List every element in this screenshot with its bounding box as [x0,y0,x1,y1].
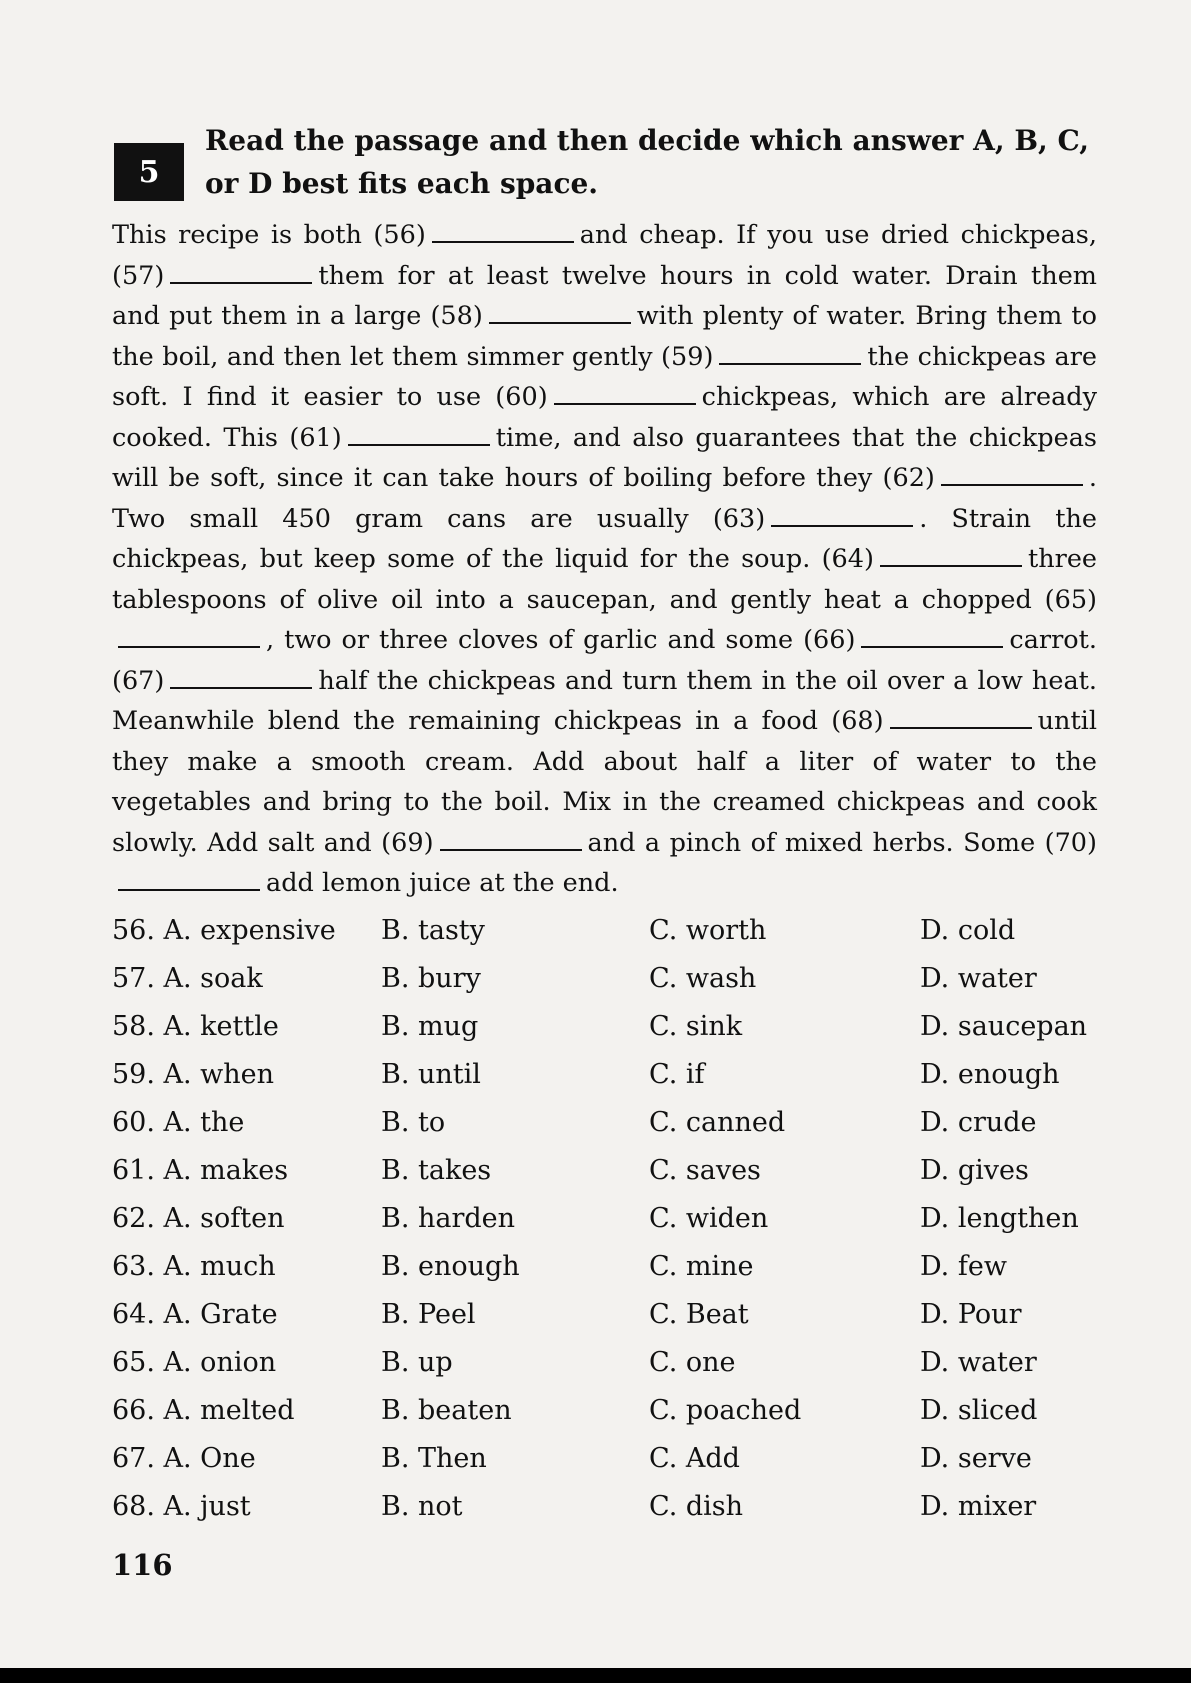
passage-text: and cheap. If you use dried chickpeas, (57) [112,220,1097,291]
passage-text: until they make a smooth cream. Add about half a liter of water to the vegetables and bring to the boil. Mix in the creamed chickpeas and cook slowly. Add salt and (69) [112,706,1097,858]
question-66-options [112,1387,1112,1435]
cloze-passage [112,215,1097,904]
option-a: 56. A. expensive [112,915,336,946]
option-d: D. lengthen [920,1203,1079,1234]
option-d: D. serve [920,1443,1032,1474]
question-60-options [112,1099,1112,1147]
option-b: B. mug [381,1011,479,1042]
option-a: 58. A. kettle [112,1011,279,1042]
option-a: 57. A. soak [112,963,263,994]
option-b: B. not [381,1491,463,1522]
passage-text: the chickpeas are soft. I find it easier to use (60) [112,341,1097,412]
option-a: 67. A. One [112,1443,256,1474]
answer-blank-61 [348,420,490,446]
passage-text: and a pinch of mixed herbs. Some (70) [587,827,1097,858]
option-c: C. widen [649,1203,769,1234]
question-56-options [112,907,1112,955]
option-b: B. bury [381,963,481,994]
option-b: B. takes [381,1155,492,1186]
option-c: C. if [649,1059,705,1090]
option-b: B. to [381,1107,446,1138]
option-d: D. enough [920,1059,1060,1090]
question-68-options [112,1483,1112,1531]
option-c: C. canned [649,1107,786,1138]
passage-text: half the chickpeas and turn them in the oil over a low heat. Meanwhile blend the remaining chickpeas in a food (68) [112,665,1097,736]
exercise-instruction: Read the passage and then decide which answer A, B, C, or D best fits each space. [205,124,1090,200]
option-a: 65. A. onion [112,1347,277,1378]
option-d: D. gives [920,1155,1029,1186]
option-c: C. worth [649,915,767,946]
passage-text: add lemon juice at the end. [266,868,619,898]
option-b: B. harden [381,1203,516,1234]
option-c: C. mine [649,1251,754,1282]
answer-blank-57 [170,258,312,284]
option-c: C. wash [649,963,757,994]
option-d: D. saucepan [920,1011,1088,1042]
option-c: C. sink [649,1011,743,1042]
option-d: D. water [920,963,1037,994]
option-b: B. until [381,1059,481,1090]
option-d: D. cold [920,915,1016,946]
option-c: C. Beat [649,1299,749,1330]
option-a: 66. A. melted [112,1395,295,1426]
answer-blank-70 [118,865,260,891]
answer-blank-63 [771,501,913,527]
option-a: 63. A. much [112,1251,276,1282]
passage-text: time, and also guarantees that the chickpeas will be soft, since it can take hours of boiling before they (62) [112,422,1097,493]
option-d: D. mixer [920,1491,1037,1522]
answer-blank-56 [432,217,574,243]
passage-text: This recipe is both (56) [112,220,426,250]
option-a: 62. A. soften [112,1203,285,1234]
option-b: B. tasty [381,915,485,946]
passage-text: chickpeas, which are already cooked. This (61) [112,382,1098,453]
scan-edge-bar [0,1668,1191,1683]
answer-blank-69 [440,825,582,851]
question-61-options [112,1147,1112,1195]
option-d: D. crude [920,1107,1037,1138]
option-a: 61. A. makes [112,1155,289,1186]
option-b: B. Then [381,1443,487,1474]
option-b: B. Peel [381,1299,476,1330]
answer-blank-59 [719,339,861,365]
option-b: B. enough [381,1251,520,1282]
exercise-number-badge: 5 [114,143,184,201]
option-b: B. up [381,1347,453,1378]
passage-text: three tablespoons of olive oil into a saucepan, and gently heat a chopped (65) [112,544,1097,615]
option-c: C. saves [649,1155,761,1186]
question-62-options [112,1195,1112,1243]
passage-text: . Strain the chickpeas, but keep some of the liquid for the soup. (64) [112,503,1097,574]
passage-text: , two or three cloves of garlic and some (66) [266,625,856,655]
option-c: C. Add [649,1443,740,1474]
option-d: D. few [920,1251,1007,1282]
option-c: C. dish [649,1491,744,1522]
passage-text: . Two small 450 gram cans are usually (63) [112,463,1097,534]
option-a: 64. A. Grate [112,1299,278,1330]
answer-blank-66 [861,622,1003,648]
answer-blank-67 [170,663,312,689]
passage-text: with plenty of water. Bring them to the boil, and then let them simmer gently (59) [112,301,1097,372]
question-58-options [112,1003,1112,1051]
question-65-options [112,1339,1112,1387]
option-a: 60. A. the [112,1107,245,1138]
answer-blank-68 [890,703,1032,729]
question-57-options [112,955,1112,1003]
option-a: 59. A. when [112,1059,275,1090]
option-a: 68. A. just [112,1491,251,1522]
question-59-options [112,1051,1112,1099]
option-b: B. beaten [381,1395,512,1426]
answer-options-list [112,907,1112,1531]
answer-blank-65 [118,622,260,648]
answer-blank-64 [880,541,1022,567]
answer-blank-62 [941,460,1083,486]
option-d: D. water [920,1347,1037,1378]
question-67-options [112,1435,1112,1483]
answer-blank-60 [554,379,696,405]
option-d: D. Pour [920,1299,1022,1330]
question-63-options [112,1243,1112,1291]
passage-text: carrot. (67) [112,625,1097,696]
option-d: D. sliced [920,1395,1038,1426]
option-c: C. poached [649,1395,802,1426]
answer-blank-58 [489,298,631,324]
passage-text: them for at least twelve hours in cold water. Drain them and put them in a large (58) [112,260,1097,331]
option-c: C. one [649,1347,736,1378]
question-64-options [112,1291,1112,1339]
page-number: 116 [112,1548,173,1582]
